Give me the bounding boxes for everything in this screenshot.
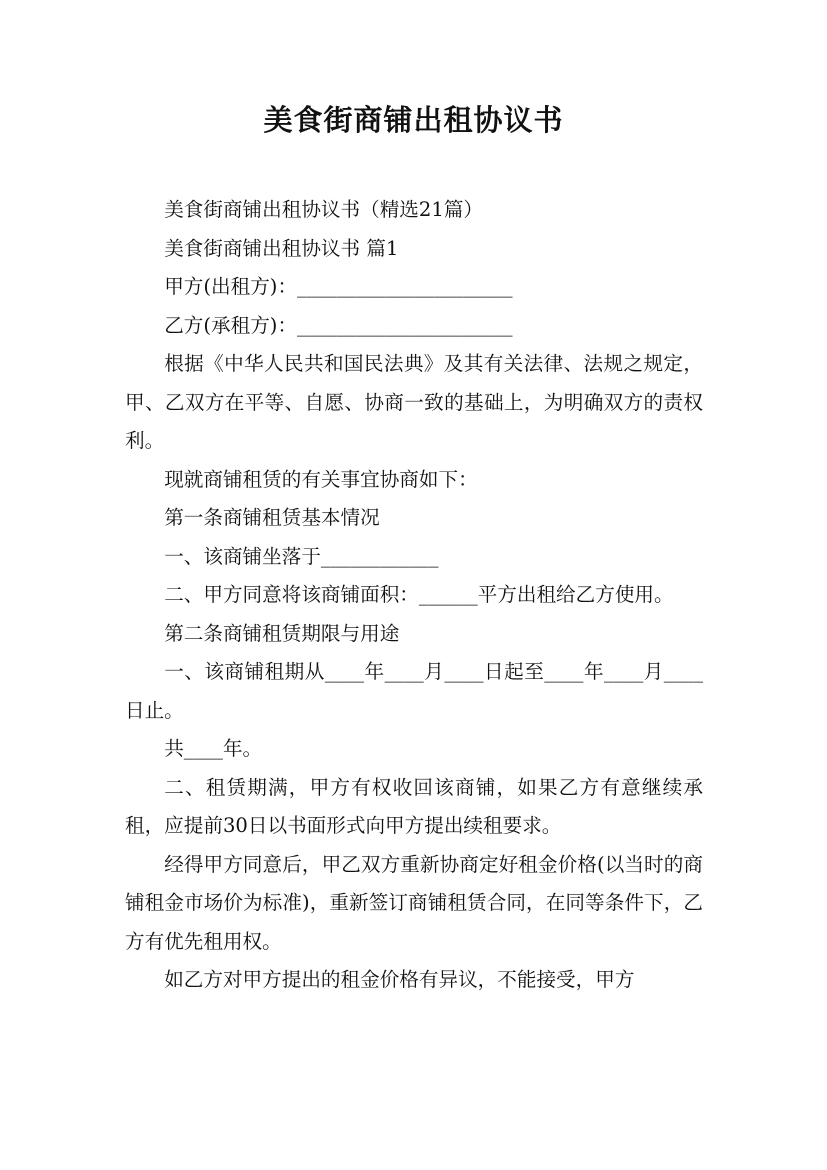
- total-years-line: 共____年。: [164, 737, 263, 760]
- intro-paragraph: 现就商铺租赁的有关事宜协商如下：: [164, 467, 478, 491]
- article-two-heading: 第二条商铺租赁期限与用途: [164, 621, 400, 645]
- legal-basis-paragraph: 根据《中华人民共和国民法典》及其有关法律、法规之规定，甲、乙双方在平等、自愿、协商一致的基础上，为明确双方的责权利。: [125, 352, 703, 452]
- area-paragraph: 二、甲方同意将该商铺面积：______平方出租给乙方使用。: [164, 583, 674, 606]
- location-line: 一、该商铺坐落于____________: [164, 544, 439, 568]
- article-one-heading: 第一条商铺租赁基本情况: [164, 506, 380, 529]
- renewal-paragraph: 二、租赁期满，甲方有权收回该商铺，如果乙方有意继续承租，应提前30日以书面形式向甲方提出续租要求。: [125, 775, 703, 837]
- party-b-line: 乙方(承租方)：______________________: [164, 313, 513, 337]
- party-a-line: 甲方(出租方)：______________________: [164, 275, 513, 298]
- term-paragraph: 一、该商铺租期从____年____月____日起至____年____月____日止。: [125, 660, 703, 722]
- document-body: [125, 191, 703, 1000]
- document-title: 美食街商铺出租协议书: [263, 103, 564, 137]
- subtitle-line: 美食街商铺出租协议书（精选21篇）: [164, 198, 484, 221]
- section-heading: 美食街商铺出租协议书 篇1: [164, 236, 399, 260]
- objection-paragraph: 如乙方对甲方提出的租金价格有异议，不能接受，甲方: [164, 968, 635, 991]
- agreement-paragraph: 经得甲方同意后，甲乙双方重新协商定好租金价格(以当时的商铺租金市场价为标准)，重新签订商铺租赁合同，在同等条件下，乙方有优先租用权。: [125, 852, 703, 953]
